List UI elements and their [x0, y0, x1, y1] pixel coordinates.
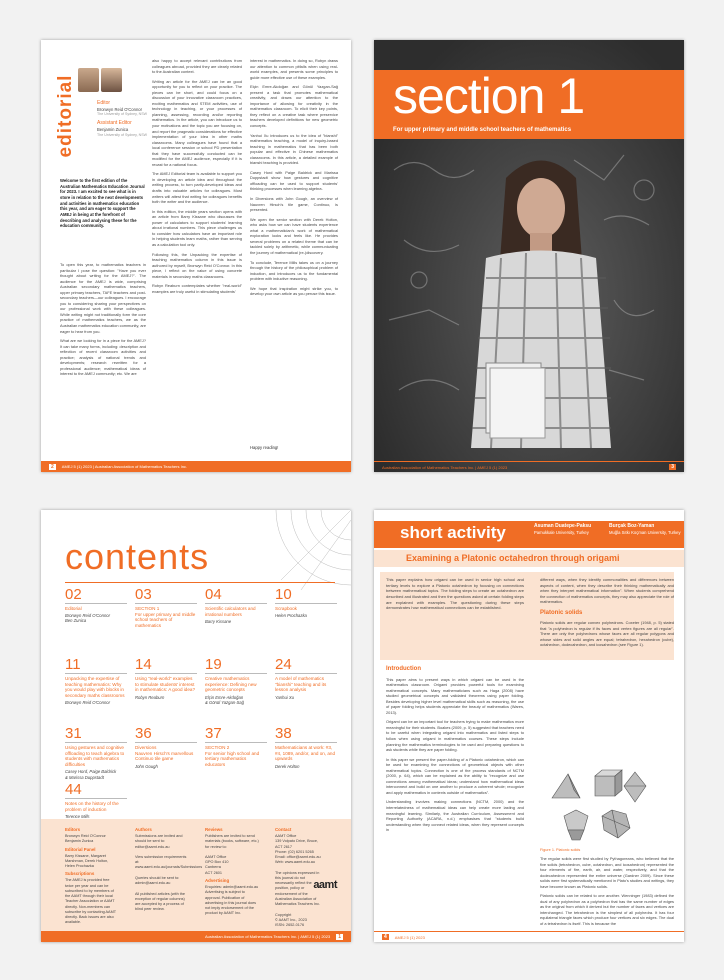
item-title: Unpacking the expertise of teaching mathematics: Why you would play with blocks in secondary maths classrooms — [65, 676, 125, 699]
item-page-number: 10 — [275, 587, 337, 604]
contents-item[interactable] — [275, 726, 337, 769]
introduction-heading: Introduction — [386, 666, 421, 672]
item-page-number: 44 — [65, 782, 127, 799]
contents-item[interactable] — [65, 782, 127, 819]
item-page-number: 36 — [135, 726, 197, 743]
item-page-number: 14 — [135, 657, 197, 674]
paragraph: This paper aims to present ways in which origami can be used in the mathematics classroom. Origami provides powerful tools for examining mathematical concepts. Many mathematicians such as Haga (2008) have studied geometrical concepts and validated theorems using paper folding. Besides developing higher level mathematical skills such as reasoning, the use of paper folding helps students appreciate the beauty of mathematics (Wares, 2013). — [386, 676, 524, 715]
item-title: Creative mathematics experience: Defining new geometric concepts — [205, 676, 257, 693]
item-author: Helen Prochazka — [275, 613, 307, 619]
item-page-number: 03 — [135, 587, 197, 604]
subscriptions-text: The AMEJ is provided free twice per year and can be subscribed to by members of the AAMT through their local Teacher Association or AAMT directly. Non-members can subscribe by contacting AAMT directly. Back issues are also available. — [65, 878, 117, 925]
page-footer — [374, 931, 684, 942]
advertising-heading: Advertising — [205, 877, 230, 883]
editor-name: Bronwyn Reid O'Connor — [97, 106, 143, 112]
paragraph: Writing an article for the AMEJ can be an good opportunity for you to reflect on your practice. The pieces can be short, and could focus on a discussion of your innovative classroom practices, exciting mathematics and STEM activities, use of technology in teaching, or your processes of planning, assessing, recording and/or reporting mathematics. In the article, you can introduce us to your motivations and the topic you are focusing on, and report the pragmatic considerations for effective implementation of your idea in other maths classrooms. Many colleagues have found that a local conference session or school PD presentation that they have successfully conducted can be modified for the AMEJ audience, especially if it is recast for a national focus. — [152, 78, 242, 167]
item-title: SECTION 1 For upper primary and middle school teachers of mathematics — [135, 606, 196, 629]
page-editorial — [41, 40, 351, 472]
paragraph: To conclude, Terence Mills takes us on a journey through the history of the philosophical problem of induction, and introduces us to the fundamental problem with inductive reasoning. — [250, 259, 338, 282]
item-author: Yanhui Xu — [275, 694, 295, 700]
item-author: Derek Holton — [275, 763, 300, 769]
footer-text: Australian Association of Mathematics Teachers Inc. | AMEJ 5 (1) 2023 — [204, 934, 331, 939]
page-number: 3 — [671, 464, 674, 470]
assistant-affiliation: The University of Sydney, NSW — [97, 132, 148, 137]
assistant-editor-avatar — [101, 68, 122, 92]
paragraph: also happy to accept relevant contributions from colleagues abroad, provided they are clearly related to the Australian context. — [152, 58, 242, 75]
item-title: Mathematicians at work: #3, #4, 1089, and/or, and on, and upwards — [275, 745, 336, 762]
paragraph: The AMEJ Editorial team is available to support you in developing an article idea and throughout the writing process, to turn partly-developed ideas and drafts into valuable articles for colleagues. Most writers will attest that writing for colleagues benefits both the writer and the audience. — [152, 171, 242, 205]
item-author: John Gough — [135, 763, 158, 769]
contents-item[interactable] — [205, 587, 267, 624]
paragraph: interest in mathematics. In doing so, Robyn draws our attention to common pitfalls when using real-world examples, and presents some principles to guide more effective use of these examples. — [250, 58, 338, 80]
panel-text: Barry Kissane, Margaret Marshman, Derek Holton, Helen Prochazka — [65, 853, 109, 869]
contents-title: contents — [65, 536, 210, 577]
editor-avatar — [78, 68, 99, 92]
item-title: Diversions Nauvren Hirsch's marvellous Continuo tile game — [135, 745, 194, 762]
signoff: Happy reading! — [250, 445, 279, 450]
masthead-col-4 — [275, 825, 321, 928]
item-title: Editorial — [65, 606, 82, 611]
item-title: A model of mathematics "bianshi" teaching and its lesson analysis — [275, 676, 327, 693]
paragraph: Elçin Emre-Akdoğan and Gönül Yazgan-Sağ present a task that promotes mathematical creativity, and draws our attention to the importance of allowing for creativity in the mathematics classroom. To elicit their key points, they reflect on a creative task where preservice teachers developed definitions for new geometric concepts. — [250, 84, 338, 129]
assistant-role: Assistant Editor — [97, 120, 132, 127]
paragraph: Platonic solids can be related to one another. Wenninger (1983) defined the dual of any polyhedron as a polyhedron that has the same number of edges as the original from which it derived but the number of faces and vertices are interchanged. The tetrahedron is the simplest of all polyhedra. It has four equilateral triangle faces which produce four vertices and six edges. The dual of a tetrahedron is itself. This is because the — [540, 893, 674, 927]
paragraph: To open this year, to mathematics teachers in particular I pose the question: "Have you ever thought about writing for the AMEJ?". The audience for the AMEJ is wide, comprising Australian secondary mathematics teachers, upper primary teachers, TAFE teachers and post-secondary teachers—our colleagues. I encourage you to considering sharing your perspectives on our professional work with these colleagues. While writing might not traditionally form the core practice of mathematics teachers, we as the Australian mathematics education community, are eager to hear from you. — [60, 262, 146, 334]
contact-text: AAMT Office 139 Volpato Drive, Bruce, ACT 2617 Phone: (02) 6201 5265 Email: office@aamt.edu.au Web: www.aamt.edu.au The opinions expressed in this journal do not necessarily reflect the position, policy or endorsement of the Australian Association of Mathematics Teachers Inc. Copyright © AAMT Inc., 2023 ISSN: 2652-0176 — [275, 834, 321, 928]
paragraph: Following this, the Unpacking the expertise of teaching mathematics column in this issue is authored by myself, Bronwyn Reid O'Connor. In this piece, I reflect on the value of using concrete materials in secondary maths classrooms. — [152, 251, 242, 279]
masthead-col-2 — [135, 825, 203, 913]
paragraph: Yanhui Xu introduces us to the idea of "bianshi" mathematics teaching, a model of inquiry-based teaching in mathematics that has been both popular and effective in Chinese mathematics classrooms. In this article, a detailed example of bianshi teaching is provided. — [250, 132, 338, 166]
paragraph: Understanding involves making connections (NCTM, 2000) and the interrelatedness of mathematical ideas can help create more lasting and meaningful learning. Similarly, the Australian Curriculum, Assessment and Reporting Authority (ACARA, n.d.) emphasises that "students build understanding when they connect related ideas, when they represent concepts in — [386, 799, 524, 833]
section-word: editorial — [55, 74, 76, 158]
contents-item[interactable] — [275, 587, 337, 618]
item-author: Elçin Emre-Akdoğan & Gönül Yazgan-Sağ — [205, 694, 244, 705]
paragraph: Casey Hord with Paige Baldrick and Marissa Duppstadt show how gestures and cognitive offloading can be used to support students' thinking processes when learning algebra. — [250, 169, 338, 192]
item-page-number: 11 — [65, 657, 127, 674]
page-section-cover — [374, 40, 684, 472]
page-number: 2 — [51, 463, 54, 470]
editorial-column-1 — [60, 262, 146, 381]
paragraph: We open the senior section with Derek Holton, who asks how we can have students experience what a mathematician's work of mathematical exploration looks and feels like. He provides several problems on a related theme that can be tackled solely by arithmetic, while communicating the journey of mathematical (re-)discovery. — [250, 216, 338, 255]
item-title: SECTION 2 For senior high school and tertiary mathematics educators — [205, 745, 260, 768]
divider — [65, 582, 335, 583]
page-short-activity — [374, 510, 684, 942]
item-page-number: 37 — [205, 726, 267, 743]
student-photo — [466, 148, 616, 448]
reviews-text: Publishers are invited to send materials (books, software, etc.) for review to: AAMT Office GPO Box 410 Canberra ACT 2601 — [205, 834, 259, 875]
item-title: Scrapbook — [275, 606, 297, 611]
contents-item[interactable] — [135, 587, 197, 629]
item-author: Robyn Reaburn — [135, 694, 165, 700]
contents-item[interactable] — [65, 587, 127, 624]
platonic-heading: Platonic solids — [540, 609, 583, 616]
item-author: Bronwyn Reid O'Connor — [65, 700, 111, 706]
paragraph: Robyn Reaburn contemplates whether "real-world" examples are truly useful in stimulating students' — [152, 283, 242, 294]
authors-text: Submissions are invited and should be sent to: editor@aamt.edu.au View submission requirements at: www.aamt.edu.au/journals/Submissions Queries should be sent to: admin@aamt.edu.au All published articles (with the exception of regular columns) are accepted by a process of blind peer review. — [135, 834, 203, 912]
masthead-col-1 — [65, 825, 119, 926]
contents-item[interactable] — [135, 657, 197, 700]
paragraph: Origami can be an important tool for teachers trying to make mathematics more meaningful for their students. Boakes (2009, p. 5) suggested that teachers need to be careful when integrating origami into mathematics and listed steps to follow when using origami in mathematics courses. These steps include planning the mathematics terminologies to be used and preparing questions to ask students while they are paper folding. — [386, 719, 524, 753]
article-column-2-top — [540, 577, 674, 652]
page-number: 1 — [338, 933, 341, 940]
contents-item[interactable] — [135, 726, 197, 769]
author-1-name: Asuman Duatepe-Paksu — [534, 523, 592, 529]
item-page-number: 31 — [65, 726, 127, 743]
item-title: Scientific calculators and irrational numbers — [205, 606, 256, 617]
contact-heading: Contact — [275, 827, 292, 832]
editors-heading: Editors — [65, 827, 81, 832]
reviews-heading: Reviews — [205, 827, 223, 832]
advertising-text: Enquiries: admin@aamt.edu.au Advertising is subject to approval. Publication of advertising in this journal does not imply endorsement of the product by AAMT Inc. — [205, 885, 259, 916]
item-page-number: 04 — [205, 587, 267, 604]
item-author: Barry Kissane — [205, 618, 232, 624]
paragraph: In this edition, the middle years section opens with an article from Barry Kissane who discusses the power of calculators to support students' learning about irrational numbers. This piece challenges us to consider how calculators have an important role in helping students learn maths, rather than serving as a calculation tool only. — [152, 208, 242, 247]
item-title: Using "real-world" examples to stimulate students' interest in mathematics: A good idea? — [135, 676, 196, 693]
paragraph: different ways, when they identify commonalities and differences between aspects of content, when they describe their thinking mathematically and when they interpret mathematical information". When students comprehend the connection of mathematics concepts, they may also appreciate the role of mathematics. — [540, 577, 674, 605]
editorial-lead: Welcome to the first edition of the Australian Mathematics Education Journal for 2023. I am excited to see what is in store in relation to the next developments and activities in mathematics education this year, and am eager to support the AMEJ in being at the forefront of describing and analysing these for the education community. — [60, 178, 145, 229]
author-1-aff: Pamukkale University, Turkey — [534, 529, 589, 535]
article-type-title: short activity — [400, 523, 506, 542]
article-subtitle: Examining a Platonic octahedron through origami — [374, 550, 684, 567]
decorative-arcs — [261, 510, 351, 590]
item-author: Bronwyn Reid O'Connor Ben Zunica — [65, 613, 111, 624]
footer-text: AMEJ 5 (1) 2023 | Australian Association of Mathematics Teachers Inc. — [61, 464, 188, 469]
authors-heading: Authors — [135, 827, 152, 832]
editor-role: Editor — [97, 100, 111, 106]
contents-item[interactable] — [275, 657, 337, 700]
article-column-1 — [386, 663, 524, 837]
paragraph: What are we looking for in a piece for the AMEJ? It can take many forms, including: description and reflection of recent classroom activities and practice; analysis of national trends and developments; research rewritten for a professional audience; mathematical ideas of interest to the AMEJ community; etc. We are — [60, 338, 146, 377]
assistant-name: Benjamin Zunica — [97, 127, 129, 133]
paragraph: In this paper we present the paper-folding of a Platonic octahedron, which can be used for examining the connections of geometrical objects with other mathematical topics. Connection is one of the process standards of NCTM (2000, p. 64), which can be explained as the ability to "recognize and use connections among mathematical ideas; understand how mathematical ideas interconnect and build on one another to produce a coherent whole; recognize and apply mathematics in contexts outside of mathematics". — [386, 756, 524, 795]
item-page-number: 38 — [275, 726, 337, 743]
figure-caption: Figure 1. Platonic solids — [540, 848, 581, 852]
paragraph: In Diversions with John Gough, an overview of Nauvren Hirsch's tile game, Continuo, is presented. — [250, 196, 338, 213]
page-footer — [41, 931, 351, 942]
author-2-name: Burçak Boz-Yaman — [609, 523, 655, 529]
section-title: section 1 — [393, 68, 585, 124]
item-page-number: 24 — [275, 657, 337, 674]
article-column-2-bottom — [540, 856, 674, 931]
abstract-text: This paper explains how origami can be used in senior high school and tertiary levels to explore a Platonic octahedron by focusing on connections between mathematical topics. The folding steps to create an octahedron are described and illustrated and then the questions asked at certain folding steps are explained with examples. The questioning during these steps demonstrates how mathematical connections can be established. — [386, 577, 524, 611]
contents-item[interactable] — [205, 657, 267, 705]
aamt-logo: aamt — [313, 879, 337, 891]
contents-item[interactable] — [65, 726, 127, 780]
item-title: Notes on the history of the problem of induction — [65, 801, 119, 812]
item-page-number: 02 — [65, 587, 127, 604]
item-page-number: 19 — [205, 657, 267, 674]
item-author: Casey Hord, Paige Baldrick & Marissa Duppstadt — [65, 769, 117, 780]
contents-item[interactable] — [205, 726, 267, 768]
author-1 — [534, 523, 604, 535]
platonic-solids-figure — [540, 768, 650, 848]
editorial-column-3 — [250, 58, 338, 301]
page-number: 4 — [384, 934, 387, 940]
contents-item[interactable] — [65, 657, 127, 706]
editor-affiliation: The University of Sydney, NSW — [97, 112, 148, 117]
author-2 — [609, 523, 681, 535]
page-footer — [374, 461, 684, 472]
footer-text: Australian Association of Mathematics Teachers Inc. | AMEJ 5 (1) 2023 — [382, 464, 508, 470]
item-author: Terence Mills — [65, 813, 90, 819]
masthead-col-3 — [205, 825, 259, 916]
paragraph: Platonic solids are regular convex polyhedrons. Coxeter (1948, p. 5) stated that "a polyhedron is regular if its faces and vertex figures are all regular". There are only five polyhedrons whose faces are all regular polygons and whose sides and solid angles are equal; tetrahedron, hexahedron (cube), octahedron, dodecahedron, and icosahedron (see Figure 1). — [540, 620, 674, 648]
paragraph: We hope that inspiration might strike you, to develop your own article as you peruse this issue. — [250, 285, 338, 297]
panel-heading: Editorial Panel — [65, 846, 96, 852]
page-contents — [41, 510, 351, 942]
editors-text: Bronwyn Reid O'Connor Benjamin Zunica — [65, 834, 106, 844]
masthead-panel — [41, 819, 351, 931]
subscriptions-heading: Subscriptions — [65, 871, 95, 877]
section-subtitle: For upper primary and middle school teachers of mathematics — [393, 127, 572, 133]
editorial-column-2 — [152, 58, 242, 298]
author-2-aff: Muğla Sıtkı Koçman University, Turkey — [609, 529, 681, 535]
item-title: Using gestures and cognitive offloading to teach algebra to students with mathematics difficulties — [65, 745, 125, 768]
paragraph: The regular solids were first studied by Pythagoreans, who believed that the five solids (tetrahedron, cube, octahedron, and icosahedron) represented the four elements of fire, earth, air, and water, respectively, and that the dodecahedron represented the entire universe (Gardner 2009). Since these solids were first systematically mentioned in Plato's studies and writings, they have become known as Platonic solids. — [540, 856, 674, 889]
footer-text: AMEJ 5 (1) 2023 — [394, 934, 425, 940]
page-footer — [41, 461, 351, 472]
